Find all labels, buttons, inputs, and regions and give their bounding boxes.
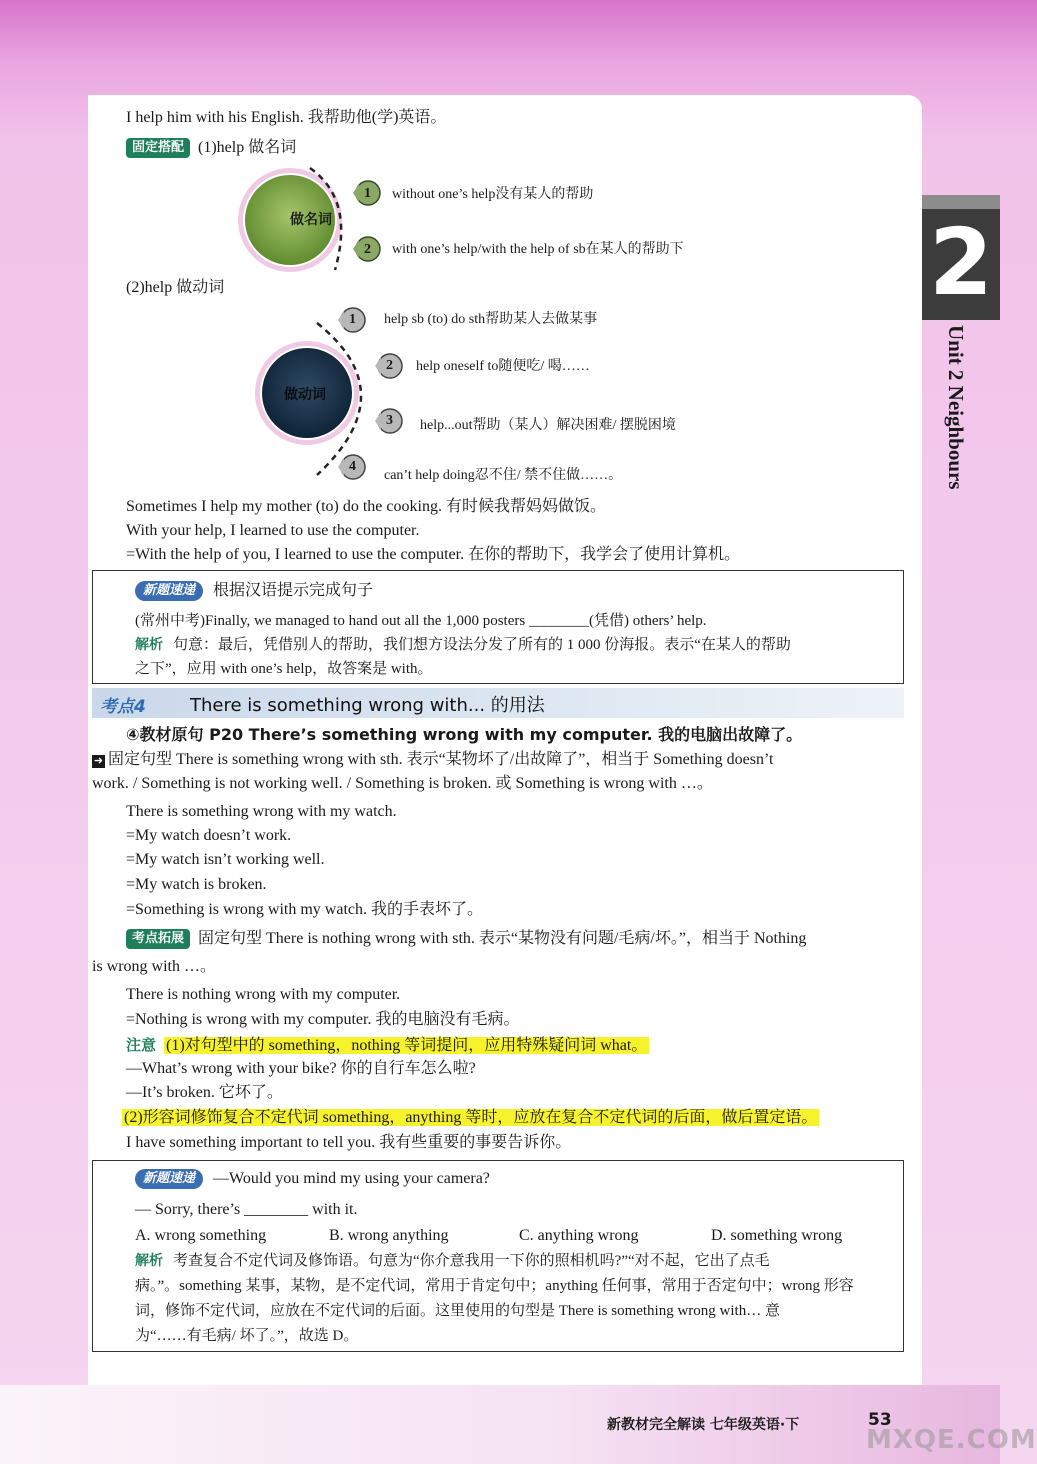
- box1-explanation-line1: 解析 句意：最后，凭借别人的帮助，我们想方设法分发了所有的 1 000 份海报。表示“在某人的帮助: [135, 637, 791, 653]
- new-question-box-2: [92, 1160, 904, 1352]
- help-noun-heading: (1)help 做名词: [198, 139, 297, 156]
- bottom-band: [0, 1385, 1000, 1464]
- arrow-right-icon: ➜: [93, 755, 104, 767]
- extension-line: is wrong with …。: [92, 958, 217, 975]
- example-sentence: I help him with his English. 我帮助他(学)英语。: [126, 109, 447, 126]
- box2-explanation-line3: 词，修饰不定代词，应放在不定代词的后面。这里使用的句型是 There is something wrong with… 意: [135, 1303, 780, 1319]
- extension-line: 考点拓展 固定句型 There is nothing wrong with sth. 表示“某物没有问题/毛病/坏。”，相当于 Nothing: [126, 929, 806, 949]
- note-highlight-2: (2)形容词修饰复合不定代词 something，anything 等时，应放在复合不定代词的后面，做后置定语。: [124, 1109, 818, 1126]
- unit-tab: [922, 195, 1000, 320]
- option-d[interactable]: D. something wrong: [711, 1227, 843, 1244]
- explanation-line: work. / Something is not working well. / Something is broken. 或 Something is wrong with …。: [92, 775, 713, 792]
- note-line: [126, 1035, 649, 1056]
- box1-instruction: 根据汉语提示完成句子: [213, 582, 374, 599]
- example-sentence: =With the help of you, I learned to use the computer. 在你的帮助下，我学会了使用计算机。: [126, 546, 741, 563]
- box1-question: (常州中考)Finally, we managed to hand out all the 1,000 posters ________(凭借) others’ help.: [135, 613, 707, 629]
- help-verb-heading: (2)help 做动词: [126, 279, 225, 296]
- analysis-label: 解析: [135, 637, 163, 653]
- new-question-box-1: [92, 570, 904, 684]
- example-sentence: —What’s wrong with your bike? 你的自行车怎么啦?: [126, 1060, 476, 1077]
- example-sentence: There is nothing wrong with my computer.: [126, 986, 401, 1003]
- textbook-source-sentence: ④教材原句 P20 There’s something wrong with my computer. 我的电脑出故障了。: [126, 725, 803, 744]
- verb-item-2: help oneself to随便吃/ 喝……: [416, 359, 590, 374]
- box2-question-2: — Sorry, there’s ________ with it.: [135, 1201, 358, 1218]
- note-label: 注意: [126, 1036, 157, 1054]
- box2-header: [135, 1169, 490, 1189]
- verb-item-1: help sb (to) do sth帮助某人去做某事: [384, 312, 598, 327]
- new-question-tag: 新题速递: [135, 1169, 203, 1189]
- example-sentence: =My watch isn’t working well.: [126, 851, 325, 868]
- example-sentence: Sometimes I help my mother (to) do the cooking. 有时候我帮妈妈做饭。: [126, 498, 606, 515]
- verb-center-label: 做动词: [284, 387, 326, 403]
- watermark: MXQE.COM: [866, 1425, 1037, 1455]
- note-highlight-1: (1)对句型中的 something，nothing 等词提问，应用特殊疑问词 what。: [166, 1037, 648, 1054]
- extension-tag: 考点拓展: [126, 929, 190, 949]
- noun-item-num-1: 1: [364, 186, 371, 201]
- verb-item-num-3: 3: [386, 413, 393, 428]
- fixed-collocation-tag: 固定搭配: [126, 138, 190, 158]
- example-sentence: I have something important to tell you. 我有些重要的事要告诉你。: [126, 1134, 572, 1151]
- box1-explanation-line2: 之下”，应用 with one’s help，故答案是 with。: [135, 661, 433, 677]
- page-number: 53: [868, 1410, 892, 1430]
- noun-item-2: with one’s help/with the help of sb在某人的帮助下: [392, 242, 684, 257]
- box2-question-1: —Would you mind my using your camera?: [213, 1170, 490, 1187]
- section-title: There is something wrong with... 的用法: [190, 695, 545, 716]
- box2-explanation-line4: 为“……有毛病/ 坏了。”，故选 D。: [135, 1328, 359, 1344]
- option-a[interactable]: A. wrong something: [135, 1227, 267, 1244]
- verb-item-4: can’t help doing忍不住/ 禁不住做……。: [384, 468, 623, 483]
- book-title: 新教材完全解读 七年级英语·下: [607, 1417, 800, 1433]
- example-sentence: With your help, I learned to use the computer.: [126, 522, 420, 539]
- section-label: 考点4: [100, 697, 146, 717]
- example-sentence: =My watch is broken.: [126, 876, 267, 893]
- section-header: [92, 688, 904, 718]
- noun-center-label: 做名词: [290, 212, 332, 228]
- example-sentence: There is something wrong with my watch.: [126, 803, 397, 820]
- example-sentence: =Something is wrong with my watch. 我的手表坏了。: [126, 901, 484, 918]
- example-sentence: =Nothing is wrong with my computer. 我的电脑没有毛病。: [126, 1011, 520, 1028]
- box2-explanation-line1: 解析 考查复合不定代词及修饰语。句意为“你介意我用一下你的照相机吗?”“对不起，它出了点毛: [135, 1253, 770, 1269]
- new-question-tag: 新题速递: [135, 581, 203, 601]
- analysis-label: 解析: [135, 1253, 163, 1269]
- noun-item-1: without one’s help没有某人的帮助: [392, 187, 594, 202]
- noun-item-num-2: 2: [364, 242, 371, 257]
- option-c[interactable]: C. anything wrong: [519, 1227, 639, 1244]
- unit-tab-strip: [922, 195, 1000, 209]
- unit-label: Unit 2 Neighbours: [944, 325, 968, 490]
- option-b[interactable]: B. wrong anything: [329, 1227, 449, 1244]
- box2-explanation-line2: 病。”。something 某事，某物，是不定代词，常用于肯定句中；anything 任何事，常用于否定句中；wrong 形容: [135, 1278, 854, 1294]
- note-line: [122, 1108, 819, 1128]
- explanation-line: ➜ 固定句型 There is something wrong with sth. 表示“某物坏了/出故障了”，相当于 Something doesn’t: [93, 751, 774, 768]
- example-sentence: —It’s broken. 它坏了。: [126, 1084, 283, 1101]
- fixed-collocation-line: [126, 138, 296, 158]
- verb-item-num-2: 2: [386, 358, 393, 373]
- unit-number: 2: [928, 208, 993, 316]
- verb-item-3: help...out帮助（某人）解决困难/ 摆脱困境: [420, 418, 676, 433]
- box1-header: [135, 581, 373, 601]
- example-sentence: =My watch doesn’t work.: [126, 827, 292, 844]
- verb-item-num-4: 4: [349, 459, 356, 474]
- verb-item-num-1: 1: [349, 312, 356, 327]
